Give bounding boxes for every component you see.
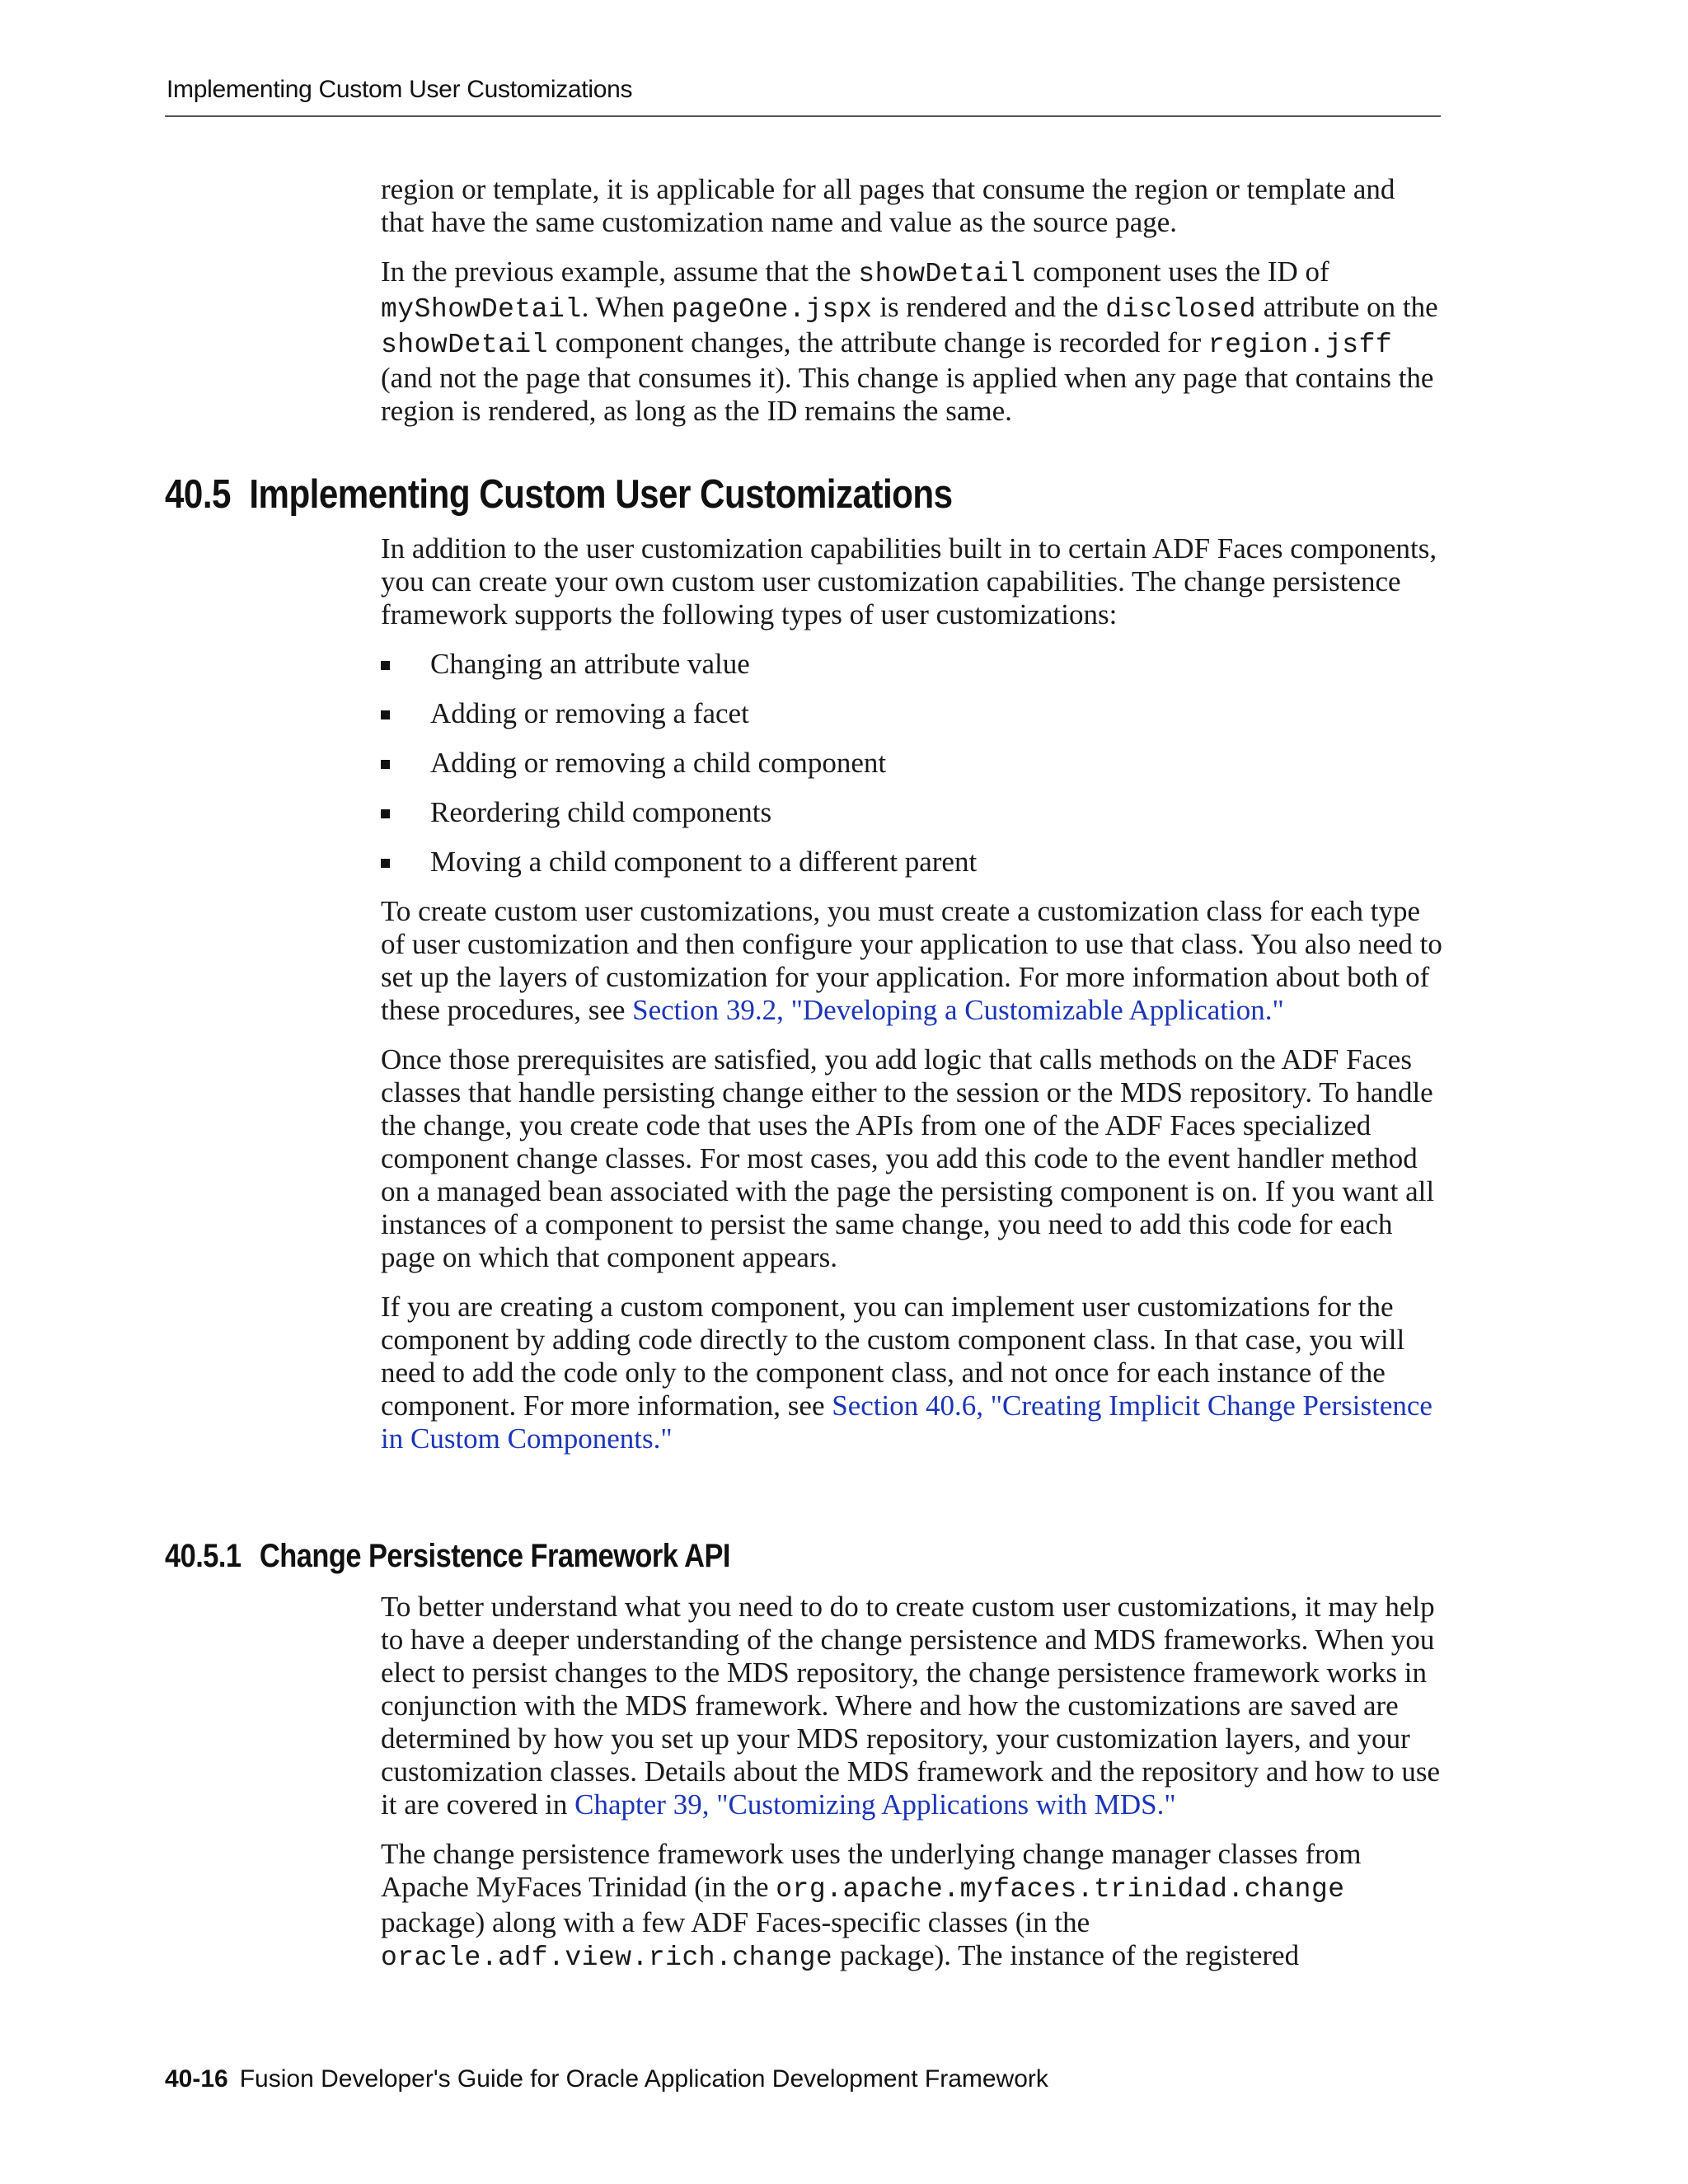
intro-paragraph-1: region or template, it is applicable for all pages that consume the region or template and that have the same customization name and value as the source page. [381,173,1395,238]
code-myshowdetail: myShowDetail [381,294,582,325]
list-item: Adding or removing a child component [381,747,1444,796]
section-40-5-paragraph-3: Once those prerequisites are satisfied, you add logic that calls methods on the ADF Faces classes that handle persisting change either to the session or the MDS repository. To handle the change, you create code that uses the APIs from one of the ADF Faces specialized component change classes. For most cases, you add this code to the event handler method on a managed bean associated with the page the persisting component is on. If you want all instances of a component to persist the same change, you need to add this code for each page on which that component appears. [381,1043,1435,1273]
section-title: Implementing Custom User Customizations [249,472,953,517]
bullet-square-icon [381,661,390,670]
code-showdetail: showDetail [858,259,1026,289]
list-item: Changing an attribute value [381,648,1444,697]
code-showdetail-2: showDetail [381,330,549,360]
intro-block [381,173,1444,428]
code-adf-rich-change-package: oracle.adf.view.rich.change [381,1943,833,1973]
section-number: 40.5 [165,472,231,517]
code-trinidad-change-package: org.apache.myfaces.trinidad.change [776,1874,1345,1905]
header-rule [165,115,1441,117]
section-heading-40-5-1 [165,1538,730,1575]
section-40-5-body [381,895,1444,1455]
subsection-title: Change Persistence Framework API [259,1538,730,1574]
section-40-5-paragraph-1: In addition to the user customization capabilities built in to certain ADF Faces components, you can create your own custom user customization capabilities. The change persistence framework supports the following types of user customizations: [381,532,1437,630]
bullet-square-icon [381,859,390,868]
section-40-5-1-paragraph-1: To better understand what you need to do to create custom user customizations, it may help to have a deeper understanding of the change persistence and MDS frameworks. When you elect to persist changes to the MDS repository, the change persistence framework works in conjunction with the MDS framework. Where and how the customizations are saved are determined by how you set up your MDS repository, your customization layers, and your customization classes. Details about the MDS framework and the repository and how to use it are covered in Chapter 39, "Customizing Applications with MDS." [381,1591,1440,1821]
link-section-39-2[interactable]: Section 39.2, "Developing a Customizable Application." [632,994,1284,1026]
intro-paragraph-2: In the previous example, assume that the showDetail component uses the ID of myShowDetail. When pageOne.jspx is rendered and the disclosed attribute on the showDetail component changes, the attribute change is recorded for region.jsff (and not the page that consumes it). This change is applied when any page that contains the region is rendered, as long as the ID remains the same. [381,255,1438,427]
code-region-jsff: region.jsff [1207,330,1393,360]
link-chapter-39[interactable]: Chapter 39, "Customizing Applications with MDS." [574,1788,1176,1821]
list-item: Reordering child components [381,796,1444,846]
book-title: Fusion Developer's Guide for Oracle Application Development Framework [239,2065,1048,2093]
section-40-5-1-body [381,1591,1444,1975]
bullet-square-icon [381,710,390,719]
section-40-5-intro [381,532,1444,631]
section-heading-40-5 [165,471,953,518]
list-item: Moving a child component to a different parent [381,846,1444,895]
code-disclosed: disclosed [1105,294,1257,325]
customization-types-list [381,648,1444,895]
subsection-number: 40.5.1 [165,1538,241,1574]
bullet-square-icon [381,760,390,769]
page-number: 40-16 [165,2065,228,2093]
page-footer [165,2065,1048,2093]
code-pageone-jspx: pageOne.jspx [671,294,873,325]
section-40-5-1-paragraph-2: The change persistence framework uses the underlying change manager classes from Apache MyFaces Trinidad (in the org.apache.myfaces.trinidad.change package) along with a few ADF Faces-specific classes (in the oracle.adf.view.rich.change package). The instance of the registered [381,1838,1362,1973]
list-item: Adding or removing a facet [381,697,1444,747]
bullet-square-icon [381,809,390,818]
section-40-5-paragraph-2: To create custom user customizations, you must create a customization class for each type of user customization and then configure your application to use that class. You also need to set up the layers of customization for your application. For more information about both of these procedures, see Section 39.2, "Developing a Customizable Application." [381,895,1442,1026]
section-40-5-paragraph-4: If you are creating a custom component, you can implement user customizations for the component by adding code directly to the custom component class. In that case, you will need to add the code only to the component class, and not once for each instance of the component. For more information, see Section 40.6, "Creating Implicit Change Persistence in Custom Components." [381,1291,1432,1455]
link-section-40-6[interactable]: Section 40.6, "Creating Implicit Change Persistence in Custom Components." [381,1390,1432,1455]
running-header: Implementing Custom User Customizations [166,76,633,103]
